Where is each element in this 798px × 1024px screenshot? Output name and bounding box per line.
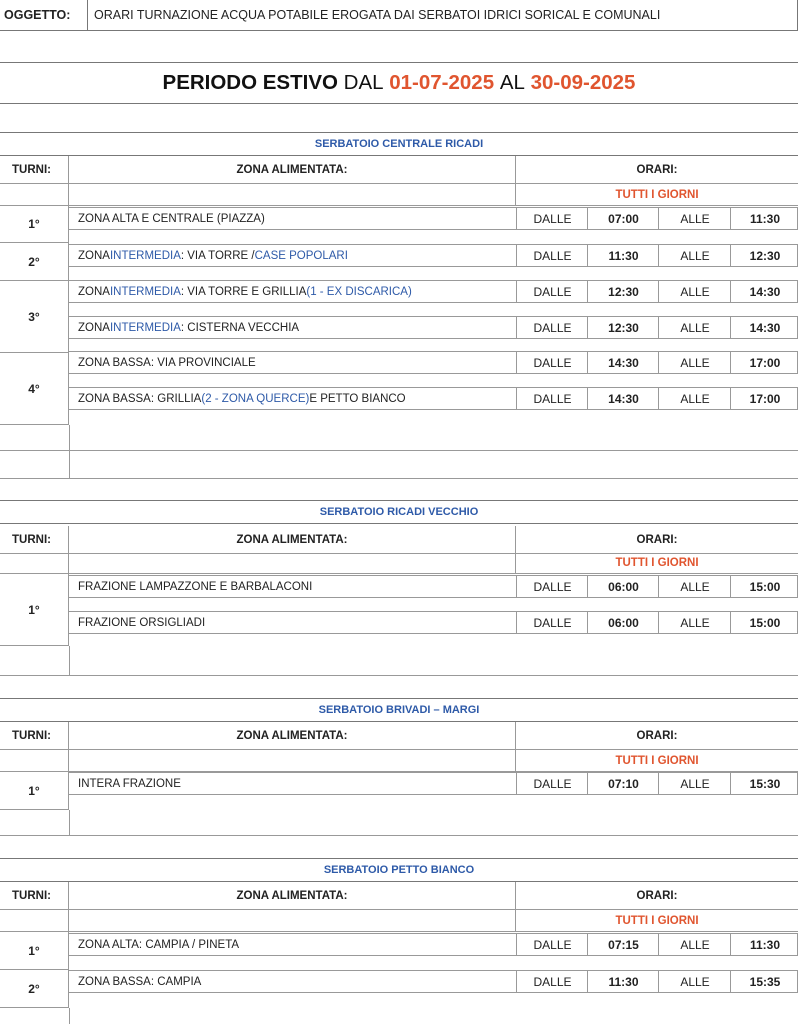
header-zona: ZONA ALIMENTATA: — [69, 526, 516, 554]
section-title: SERBATOIO RICADI VECCHIO — [0, 500, 798, 524]
subject-label: OGGETTO: — [0, 0, 88, 30]
time-to: 15:35 — [730, 971, 798, 992]
table-header — [0, 722, 798, 750]
time-from: 07:15 — [587, 934, 659, 955]
period-banner — [0, 62, 798, 104]
zone-cell: ZONA INTERMEDIA : VIA TORRE / CASE POPOLARI — [69, 244, 516, 267]
time-row: DALLE 07:10 ALLE 15:30 — [516, 772, 798, 795]
table-header — [0, 882, 798, 910]
turn-label: 1° — [0, 932, 69, 970]
header-orari: ORARI: — [636, 534, 678, 546]
turn-label: 1° — [0, 206, 69, 243]
period-from-date: 01-07-2025 — [389, 71, 495, 94]
header-orari: ORARI: — [636, 730, 678, 742]
time-to: 17:00 — [730, 352, 798, 373]
empty-row — [0, 425, 798, 451]
time-from: 06:00 — [587, 612, 659, 633]
time-from: 06:00 — [587, 576, 659, 597]
time-row: DALLE 06:00 ALLE 15:00 — [516, 611, 798, 634]
zone-cell: ZONA BASSA: CAMPIA — [69, 970, 516, 993]
zone-cell: INTERA FRAZIONE — [69, 772, 516, 795]
header-zona: ZONA ALIMENTATA: — [69, 156, 516, 184]
time-from: 07:00 — [587, 208, 659, 229]
time-to: 15:00 — [730, 576, 798, 597]
table-subheader — [0, 184, 798, 206]
time-row: DALLE 11:30 ALLE 12:30 — [516, 244, 798, 267]
period-from-word: DAL — [343, 71, 384, 94]
header-tutti-i-giorni: TUTTI I GIORNI — [615, 189, 699, 201]
header-turni: TURNI: — [0, 722, 69, 750]
subject-bar — [0, 0, 798, 31]
subject-text: ORARI TURNAZIONE ACQUA POTABILE EROGATA DAI SERBATOI IDRICI SORICAL E COMUNALI — [94, 8, 661, 22]
time-row: DALLE 07:15 ALLE 11:30 — [516, 933, 798, 956]
turn-label: 3° — [0, 281, 69, 353]
time-to: 15:00 — [730, 612, 798, 633]
turn-label: 4° — [0, 353, 69, 425]
section-title: SERBATOIO BRIVADI – MARGI — [0, 698, 798, 722]
time-from: 12:30 — [587, 281, 659, 302]
time-to: 14:30 — [730, 317, 798, 338]
time-from: 11:30 — [587, 971, 659, 992]
time-from: 12:30 — [587, 317, 659, 338]
time-from: 14:30 — [587, 352, 659, 373]
time-from: 11:30 — [587, 245, 659, 266]
zone-cell: ZONA BASSA: GRILLIA (2 - ZONA QUERCE) E PETTO BIANCO — [69, 387, 516, 410]
turn-label: 1° — [0, 574, 69, 646]
time-row: DALLE 12:30 ALLE 14:30 — [516, 280, 798, 303]
table-header — [0, 526, 798, 554]
period-to-word: AL — [499, 71, 525, 94]
period-to-date: 30-09-2025 — [530, 71, 636, 94]
table-subheader — [0, 750, 798, 772]
table-header — [0, 156, 798, 184]
turn-label: 1° — [0, 772, 69, 810]
time-to: 11:30 — [730, 934, 798, 955]
header-turni: TURNI: — [0, 882, 69, 910]
turn-label: 2° — [0, 243, 69, 281]
time-to: 17:00 — [730, 388, 798, 409]
time-row: DALLE 06:00 ALLE 15:00 — [516, 575, 798, 598]
table-subheader — [0, 552, 798, 574]
time-to: 14:30 — [730, 281, 798, 302]
time-from: 07:10 — [587, 773, 659, 794]
header-tutti-i-giorni: TUTTI I GIORNI — [615, 755, 699, 767]
time-from: 14:30 — [587, 388, 659, 409]
empty-row — [0, 810, 798, 836]
header-turni: TURNI: — [0, 526, 69, 554]
time-to: 11:30 — [730, 208, 798, 229]
time-row: DALLE 14:30 ALLE 17:00 — [516, 387, 798, 410]
turn-label: 2° — [0, 970, 69, 1008]
header-zona: ZONA ALIMENTATA: — [69, 722, 516, 750]
time-row: DALLE 11:30 ALLE 15:35 — [516, 970, 798, 993]
zone-cell: FRAZIONE LAMPAZZONE E BARBALACONI — [69, 575, 516, 598]
empty-row — [0, 451, 798, 479]
period-title: PERIODO ESTIVO — [162, 71, 338, 94]
header-orari: ORARI: — [636, 164, 678, 176]
zone-cell: ZONA BASSA: VIA PROVINCIALE — [69, 351, 516, 374]
zone-cell: ZONA ALTA E CENTRALE (PIAZZA) — [69, 207, 516, 230]
table-subheader — [0, 910, 798, 932]
header-tutti-i-giorni: TUTTI I GIORNI — [615, 557, 699, 569]
header-turni: TURNI: — [0, 156, 69, 184]
header-orari: ORARI: — [636, 890, 678, 902]
zone-cell: ZONA INTERMEDIA : VIA TORRE E GRILLIA (1 - EX DISCARICA) — [69, 280, 516, 303]
header-zona: ZONA ALIMENTATA: — [69, 882, 516, 910]
time-row: DALLE 14:30 ALLE 17:00 — [516, 351, 798, 374]
time-row: DALLE 12:30 ALLE 14:30 — [516, 316, 798, 339]
empty-row — [0, 646, 798, 676]
header-tutti-i-giorni: TUTTI I GIORNI — [615, 915, 699, 927]
time-to: 12:30 — [730, 245, 798, 266]
section-title: SERBATOIO CENTRALE RICADI — [0, 132, 798, 156]
zone-cell: ZONA INTERMEDIA : CISTERNA VECCHIA — [69, 316, 516, 339]
section-title: SERBATOIO PETTO BIANCO — [0, 858, 798, 882]
zone-cell: ZONA ALTA: CAMPIA / PINETA — [69, 933, 516, 956]
time-row: DALLE 07:00 ALLE 11:30 — [516, 207, 798, 230]
time-to: 15:30 — [730, 773, 798, 794]
zone-cell: FRAZIONE ORSIGLIADI — [69, 611, 516, 634]
